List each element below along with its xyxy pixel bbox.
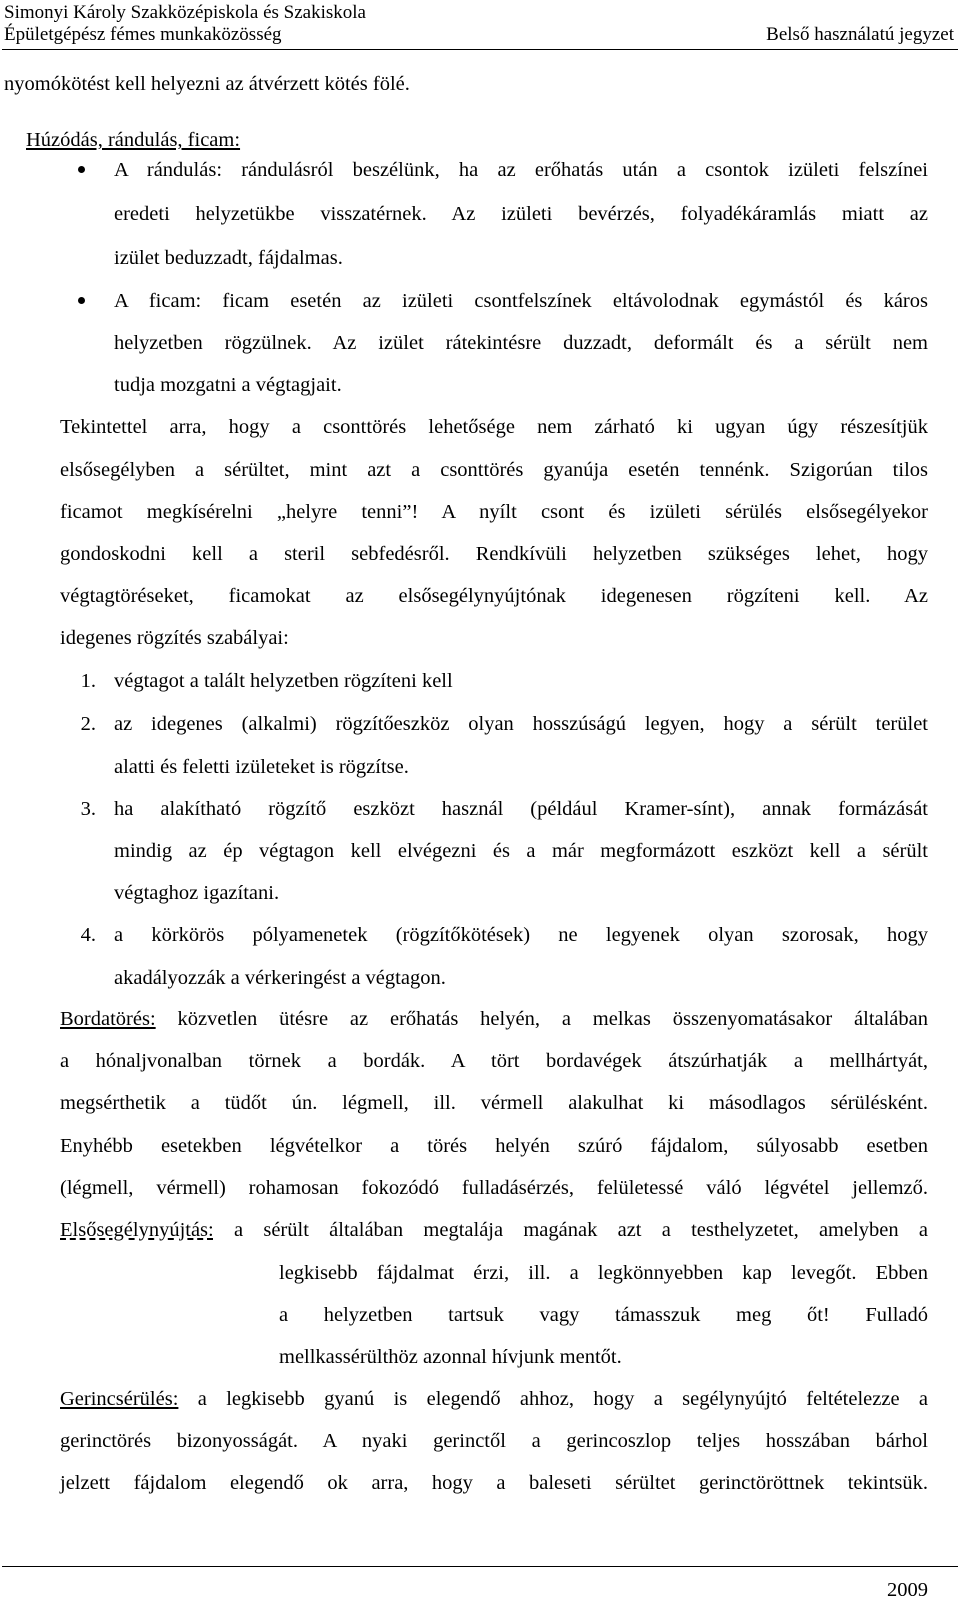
text-line: (légmell, vérmell) rohamosan fokozódó fulladásérzés, felületessé váló légvétel jellemző. xyxy=(60,1177,928,1199)
text-line: a hónaljvonalban törnek a bordák. A tört bordavégek átszúrhatják a mellhártyát, xyxy=(60,1050,928,1072)
text-line: A ficam: ficam esetén az izületi csontfelszínek eltávolodnak egymástól és káros xyxy=(114,290,928,312)
text-line: alatti és feletti izületeket is rögzítse. xyxy=(114,756,409,778)
text-line: helyzetben rögzülnek. Az izület rátekintésre duzzadt, deformált és a sérült nem xyxy=(114,332,928,354)
footer-year: 2009 xyxy=(887,1579,928,1601)
text-line: A rándulás: rándulásról beszélünk, ha az erőhatás után a csontok izületi felszínei xyxy=(114,159,928,181)
text-line: ficamot megkísérelni „helyre tenni”! A nyílt csont és izületi sérülés elsősegélyekor xyxy=(60,501,928,523)
text-span: a legkisebb gyanú is elegendő ahhoz, hogy a segélynyújtó feltételezze a xyxy=(197,1388,929,1410)
text-line: végtagtöréseket, ficamokat az elsősegélynyújtónak idegenesen rögzíteni kell. Az xyxy=(60,585,928,607)
page-header xyxy=(4,2,954,46)
text-span: a sérült általában megtalája magának azt a testhelyzetet, amelyben a xyxy=(234,1219,928,1241)
header-divider xyxy=(2,49,958,50)
text-line: a helyzetben tartsuk vagy támasszuk meg őt! Fulladó xyxy=(279,1304,928,1326)
text-span: közvetlen ütésre az erőhatás helyén, a melkas összenyomatásakor általában xyxy=(177,1008,929,1030)
bullet-icon xyxy=(78,297,85,304)
section-heading-sprain: Húzódás, rándulás, ficam: xyxy=(26,129,241,151)
text-line: legkisebb fájdalmat érzi, ill. a legkönnyebben kap levegőt. Ebben xyxy=(279,1262,928,1284)
bullet-icon xyxy=(78,166,85,173)
department-name: Épületgépész fémes munkaközösség xyxy=(4,24,282,45)
text-line: eredeti helyzetükbe visszatérnek. Az izületi bevérzés, folyadékáramlás miatt az xyxy=(114,203,928,225)
term-spine-injury: Gerincsérülés: xyxy=(60,1388,179,1410)
text-line: akadályozzák a vérkeringést a végtagon. xyxy=(114,967,446,989)
text-line: elsősegélyben a sérültet, mint azt a csonttörés gyanúja esetén tennénk. Szigorúan tilos xyxy=(60,459,928,481)
text-line: megsérthetik a tüdőt ún. légmell, ill. vérmell alakulhat ki másodlagos sérülésként. xyxy=(60,1092,928,1114)
list-number: 4. xyxy=(80,924,96,946)
text-line: nyomókötést kell helyezni az átvérzett kötés fölé. xyxy=(4,73,410,95)
text-line: Tekintettel arra, hogy a csonttörés lehetősége nem zárható ki ugyan úgy részesítjük xyxy=(60,416,928,438)
text-line: mindig az ép végtagon kell elvégezni és a már megformázott eszközt kell a sérült xyxy=(114,840,928,862)
text-line: az idegenes (alkalmi) rögzítőeszköz olyan hosszúságú legyen, hogy a sérült terület xyxy=(114,713,928,735)
text-line: gondoskodni kell a steril sebfedésről. Rendkívüli helyzetben szükséges lehet, hogy xyxy=(60,543,928,565)
text-line: ha alakítható rögzítő eszközt használ (például Kramer-sínt), annak formázását xyxy=(114,798,928,820)
text-line: a körkörös pólyamenetek (rögzítőkötések) ne legyenek olyan szorosak, hogy xyxy=(114,924,928,946)
text-line: mellkassérülthöz azonnal hívjunk mentőt. xyxy=(279,1346,622,1368)
list-number: 1. xyxy=(80,670,96,692)
text-line: jelzett fájdalom elegendő ok arra, hogy a baleseti sérültet gerinctöröttnek tekintsük. xyxy=(60,1472,928,1494)
text-line: gerinctörés bizonyosságát. A nyaki gerinctől a gerincoszlop teljes hosszában bárhol xyxy=(60,1430,928,1452)
text-line xyxy=(60,1007,928,1031)
list-number: 2. xyxy=(80,713,96,735)
list-number: 3. xyxy=(80,798,96,820)
footer-divider xyxy=(2,1566,958,1567)
text-line xyxy=(60,1218,928,1242)
school-name: Simonyi Károly Szakközépiskola és Szakiskola xyxy=(4,2,366,23)
text-line: végtagot a talált helyzetben rögzíteni kell xyxy=(114,670,453,692)
document-note: Belső használatú jegyzet xyxy=(766,24,954,45)
text-line: idegenes rögzítés szabályai: xyxy=(60,627,289,649)
text-line: Enyhébb esetekben légvételkor a törés helyén szúró fájdalom, súlyosabb esetben xyxy=(60,1135,928,1157)
text-line: tudja mozgatni a végtagjait. xyxy=(114,374,342,396)
term-rib-fracture: Bordatörés: xyxy=(60,1008,156,1030)
text-line: végtaghoz igazítani. xyxy=(114,882,280,904)
text-line xyxy=(60,1387,928,1411)
text-line: izület beduzzadt, fájdalmas. xyxy=(114,247,343,269)
term-first-aid: Elsősegélynyújtás: xyxy=(60,1219,214,1241)
